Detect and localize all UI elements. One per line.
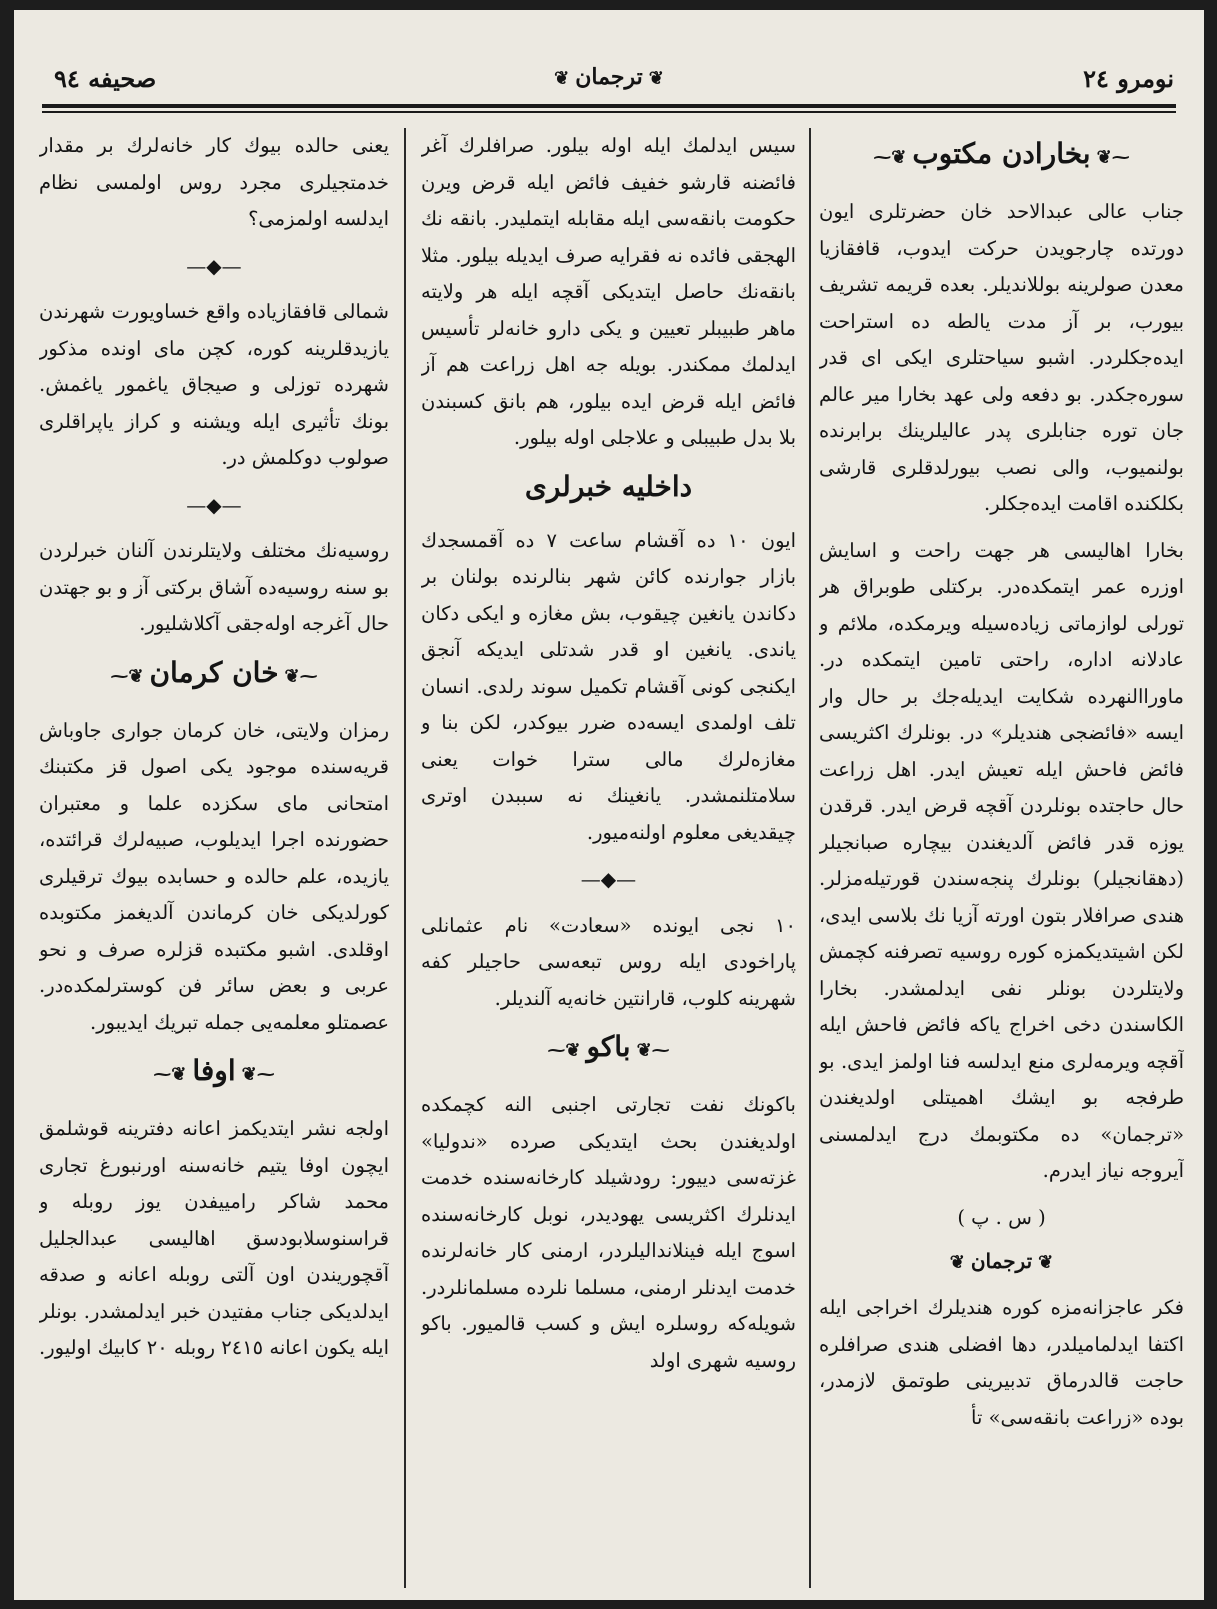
- heading-text: خان کرمان: [149, 655, 279, 689]
- header-rule-thin: [42, 111, 1176, 113]
- column-left: [39, 128, 389, 1588]
- article-paragraph: یعنی حالده بیوك کار خانه‌لرك بر مقدار خدمتجیلری مجرد روس اولمسی نظام ایدلسه اولمزمی؟: [39, 134, 389, 230]
- article-paragraph: ١٠ نجی ایونده «سعادت» نام عثمانلی پاراخودی ایله روس تبعه‌سی حاجیلر کفه شهرینه کلوب، قارانتین خانه‌یه آلندیلر.: [421, 913, 796, 1010]
- signature: ( س . پ ): [957, 1205, 1046, 1229]
- ornament-icon: ⁓❦: [241, 1064, 275, 1085]
- ornament-icon: ⁓❦: [284, 665, 318, 687]
- diamond-separator-icon: —◆—: [186, 253, 242, 278]
- ornament-icon: ❦⁓: [547, 1040, 581, 1061]
- diamond-separator-icon: —◆—: [580, 867, 637, 891]
- article-paragraph: ایون ١٠ ده آقشام ساعت ٧ ده آقمسجدك بازار جوارنده کائن شهر بنالرنده بولنان بر دکاندن یانغین چیقوب، بش مغازه و ایکی دکان یاندی. یانغین او قدر شدتلی ایدیکه آنجق ایکنجی کونی آقشام تکمیل سوند رلدی. انسان تلف اولمدی ایسه‌ده ضرر بیوکدر، لکن بنا و مغازه‌لرك مالی سترا خوات یعنی سلامتلنمشدر. یانغینك نه سببدن اوتری چیقدیغی معلوم اولنه‌میور.: [421, 528, 796, 844]
- column-divider: [809, 128, 811, 1588]
- article-paragraph: اولجه نشر ایتدیکمز اعانه دفترینه قوشلمق ایچون اوفا یتیم خانه‌سنه اورنبورغ تجاری محمد شاکر رامییفدن یوز روبله و قراسنوسلابودسق اهالیسی عبدالجلیل آقچوریندن اون آلتی روبله اعانه و صدقه ایدلدیکی جناب مفتیدن خبر ایدلمشدر. بونلر ایله یکون اعانه ٢٤١٥ روبله ٢٠ کابیك اولیور.: [39, 1117, 389, 1359]
- ornament-icon: ❦: [554, 68, 570, 89]
- article-paragraph: سیس ایدلمك ایله اوله بیلور. صرافلرك آغر فائضنه قارشو خفیف فائض ایله قرض ویرن حکومت بانقه‌سی ایله مقابله ایتملیدر. بانقه نك الهجقی فائده نه فقرایه صرف ایدیله بیلور. مثلا بانقه‌نك حاصل ایتدیکی آقچه ایله هر ولایته ماهر طبیبلر تعیین و یکی دارو خانه‌لر تأسیس ایدلمك ممکندر. بویله جه اهل زراعت هم آز فائض ایله قرض ایده بیلور، هم بانق کسبندن بلا بدل طبیبلی و علاجلی اوله بیلور.: [421, 134, 796, 449]
- article-paragraph: روسیه‌نك مختلف ولایتلرندن آلنان خبرلردن بو سنه روسیه‌ده آشاق برکتی آز و بو جهتدن حال آغرجه اوله‌جقی آکلاشلیور.: [39, 539, 389, 635]
- article-heading: [39, 1051, 389, 1095]
- editor-note-heading: [819, 1244, 1184, 1280]
- ornament-icon: ❦: [949, 1252, 965, 1273]
- article-paragraph: رمزان ولایتی، خان کرمان جواری جاوباش قریه‌سنده موجود یکی اصول قز مکتبنك امتحانی مای سکزده علما و معتبران حضورنده اجرا ایدیلوب، صبیه‌لرك قرائتده، یازیده، علم حالده و حسابده بیوك ترقیلری کورلدیکی خان کرماندن آلدیغمز مکتوبده اوقلدی. اشبو مکتبده قزلره صرف و نحو عربی و بعض سائر فن کوسترلمکده‌در. عصمتلو معلمه‌یی جمله تبریك ایدیبور.: [39, 718, 389, 1034]
- page-header: [44, 58, 1174, 106]
- article-heading: [39, 653, 389, 697]
- article-paragraph: باکونك نفت تجارتی اجنبی النه کچمکده اولدیغندن بحث ایتدیکی صرده «ندولیا» غزته‌سی دییور: رودشیلد کارخانه‌سنده خدمت ایدنلرك اکثریسی یهودیدر، نوبل کارخانه‌سنده اسوج ایله فینلاندالیلردر، ارمنی کار خانه‌لرنده خدمت ایدنلر ارمنی، مسلما نلرده مسلمانلردر. شویله‌که روسلره ایش و کسب قالمیور. باکو روسیه شهری اولد: [421, 1093, 796, 1372]
- heading-text: اوفا: [192, 1054, 236, 1087]
- header-rule: [42, 104, 1176, 108]
- heading-text: بخارادن مکتوب: [912, 137, 1091, 170]
- column-divider: [404, 128, 406, 1588]
- masthead-text: ترجمان: [575, 64, 643, 90]
- newspaper-page: [14, 10, 1204, 1600]
- page-number: صحیفه ٩٤: [54, 64, 157, 93]
- ornament-icon: ❦: [1038, 1252, 1054, 1273]
- ornament-icon: ⁓❦: [636, 1040, 670, 1061]
- ornament-icon: ❦⁓: [153, 1064, 187, 1085]
- column-right: [819, 128, 1184, 1588]
- diamond-separator-icon: —◆—: [186, 492, 242, 517]
- article-heading: [819, 134, 1184, 178]
- ornament-icon: ❦⁓: [873, 147, 907, 168]
- masthead-title: [44, 64, 1174, 90]
- section-heading: داخلیه خبرلری: [524, 469, 693, 503]
- article-paragraph: فکر عاجزانه‌مزه کوره هندیلرك اخراجی ایله اکتفا ایدلمامیلدر، دها افضلی هندی صرافلره حاجت قالدرماق تدبیرینی طوتمق لازمدر، بوده «زراعت بانقه‌سی» تأ: [819, 1296, 1184, 1429]
- article-heading: [421, 1027, 796, 1071]
- ornament-icon: ⁓❦: [1096, 147, 1130, 168]
- heading-text: ترجمان: [970, 1249, 1033, 1273]
- article-paragraph: بخارا اهالیسی هر جهت راحت و اسایش اوزره عمر ایتمکده‌در. برکتلی طوبراق هر تورلی لوازماتی زیاده‌سیله ویرمکده، ملائم و عادلانه اداره، راحتی تامین ایتمکده در. ماوراالنهرده شکایت ایدیله‌جك بر حال وار ایسه «فائضجی هندیلر» در. بونلرك اکثریسی فائض فاحش ایله تعیش ایدر. اهل زراعت حال حاجتده بونلردن آقچه قرض ایدر. قرقدن یوزه قدر فائض آلدیغندن بیچاره صبانجیلر (دهقانجیلر) بونلرك پنجه‌سندن قورتیله‌مزلر. هندی صرافلار بتون اورته آزیا نك بلاسی ایدی، لکن اشیتدیکمزه کوره روسیه تصرفنه کچمش ولایتلردن بونلر نفی ایدلمشدر. بخارا الکاسندن دخی اخراج یاکه فائض فاحش ایله آقچه ویرمه‌لری منع ایدلسه فنا اولمز ایدی. بو طرفجه بو ایشك اهمیتلی اولدیغندن «ترجمان» ده مکتوبمك درج ایدلمسنی آیروجه نیاز ایدرم.: [819, 538, 1184, 1182]
- ornament-icon: ❦: [648, 68, 664, 89]
- heading-text: باکو: [586, 1030, 631, 1063]
- ornament-icon: ❦⁓: [110, 665, 144, 687]
- article-paragraph: شمالی قافقازیاده واقع خساویورت شهرندن یازیدقلرینه کوره، کچن مای اونده مذکور شهرده توزلی و صیجاق یاغمور یاغمش. بونك تأثیری ایله ویشنه و کراز یاپراقلری صولوب دوکلمش در.: [39, 300, 389, 469]
- article-paragraph: جناب عالی عبدالاحد خان حضرتلری ایون دورتده چارجویدن حرکت ایدوب، قافقازیا معدن صولرینه بوللاندیلر. بعده قریمه تشریف بیورب، بر آز مدت یالطه ده استراحت ایده‌جکلردر. اشبو سیاحتلری ایکی ای قدر سوره‌جکدر. بو دفعه ولی عهد بخارا میر عالم جان توره جنابلری پدر عالیلرینك برابرنده بولنمیوب، والی نصب بیو‌رلدقلری قارشی بکلکنده اقامت ایده‌جکلر.: [819, 200, 1184, 515]
- column-center: [421, 128, 796, 1588]
- issue-number: نومرو ٢٤: [1083, 64, 1174, 93]
